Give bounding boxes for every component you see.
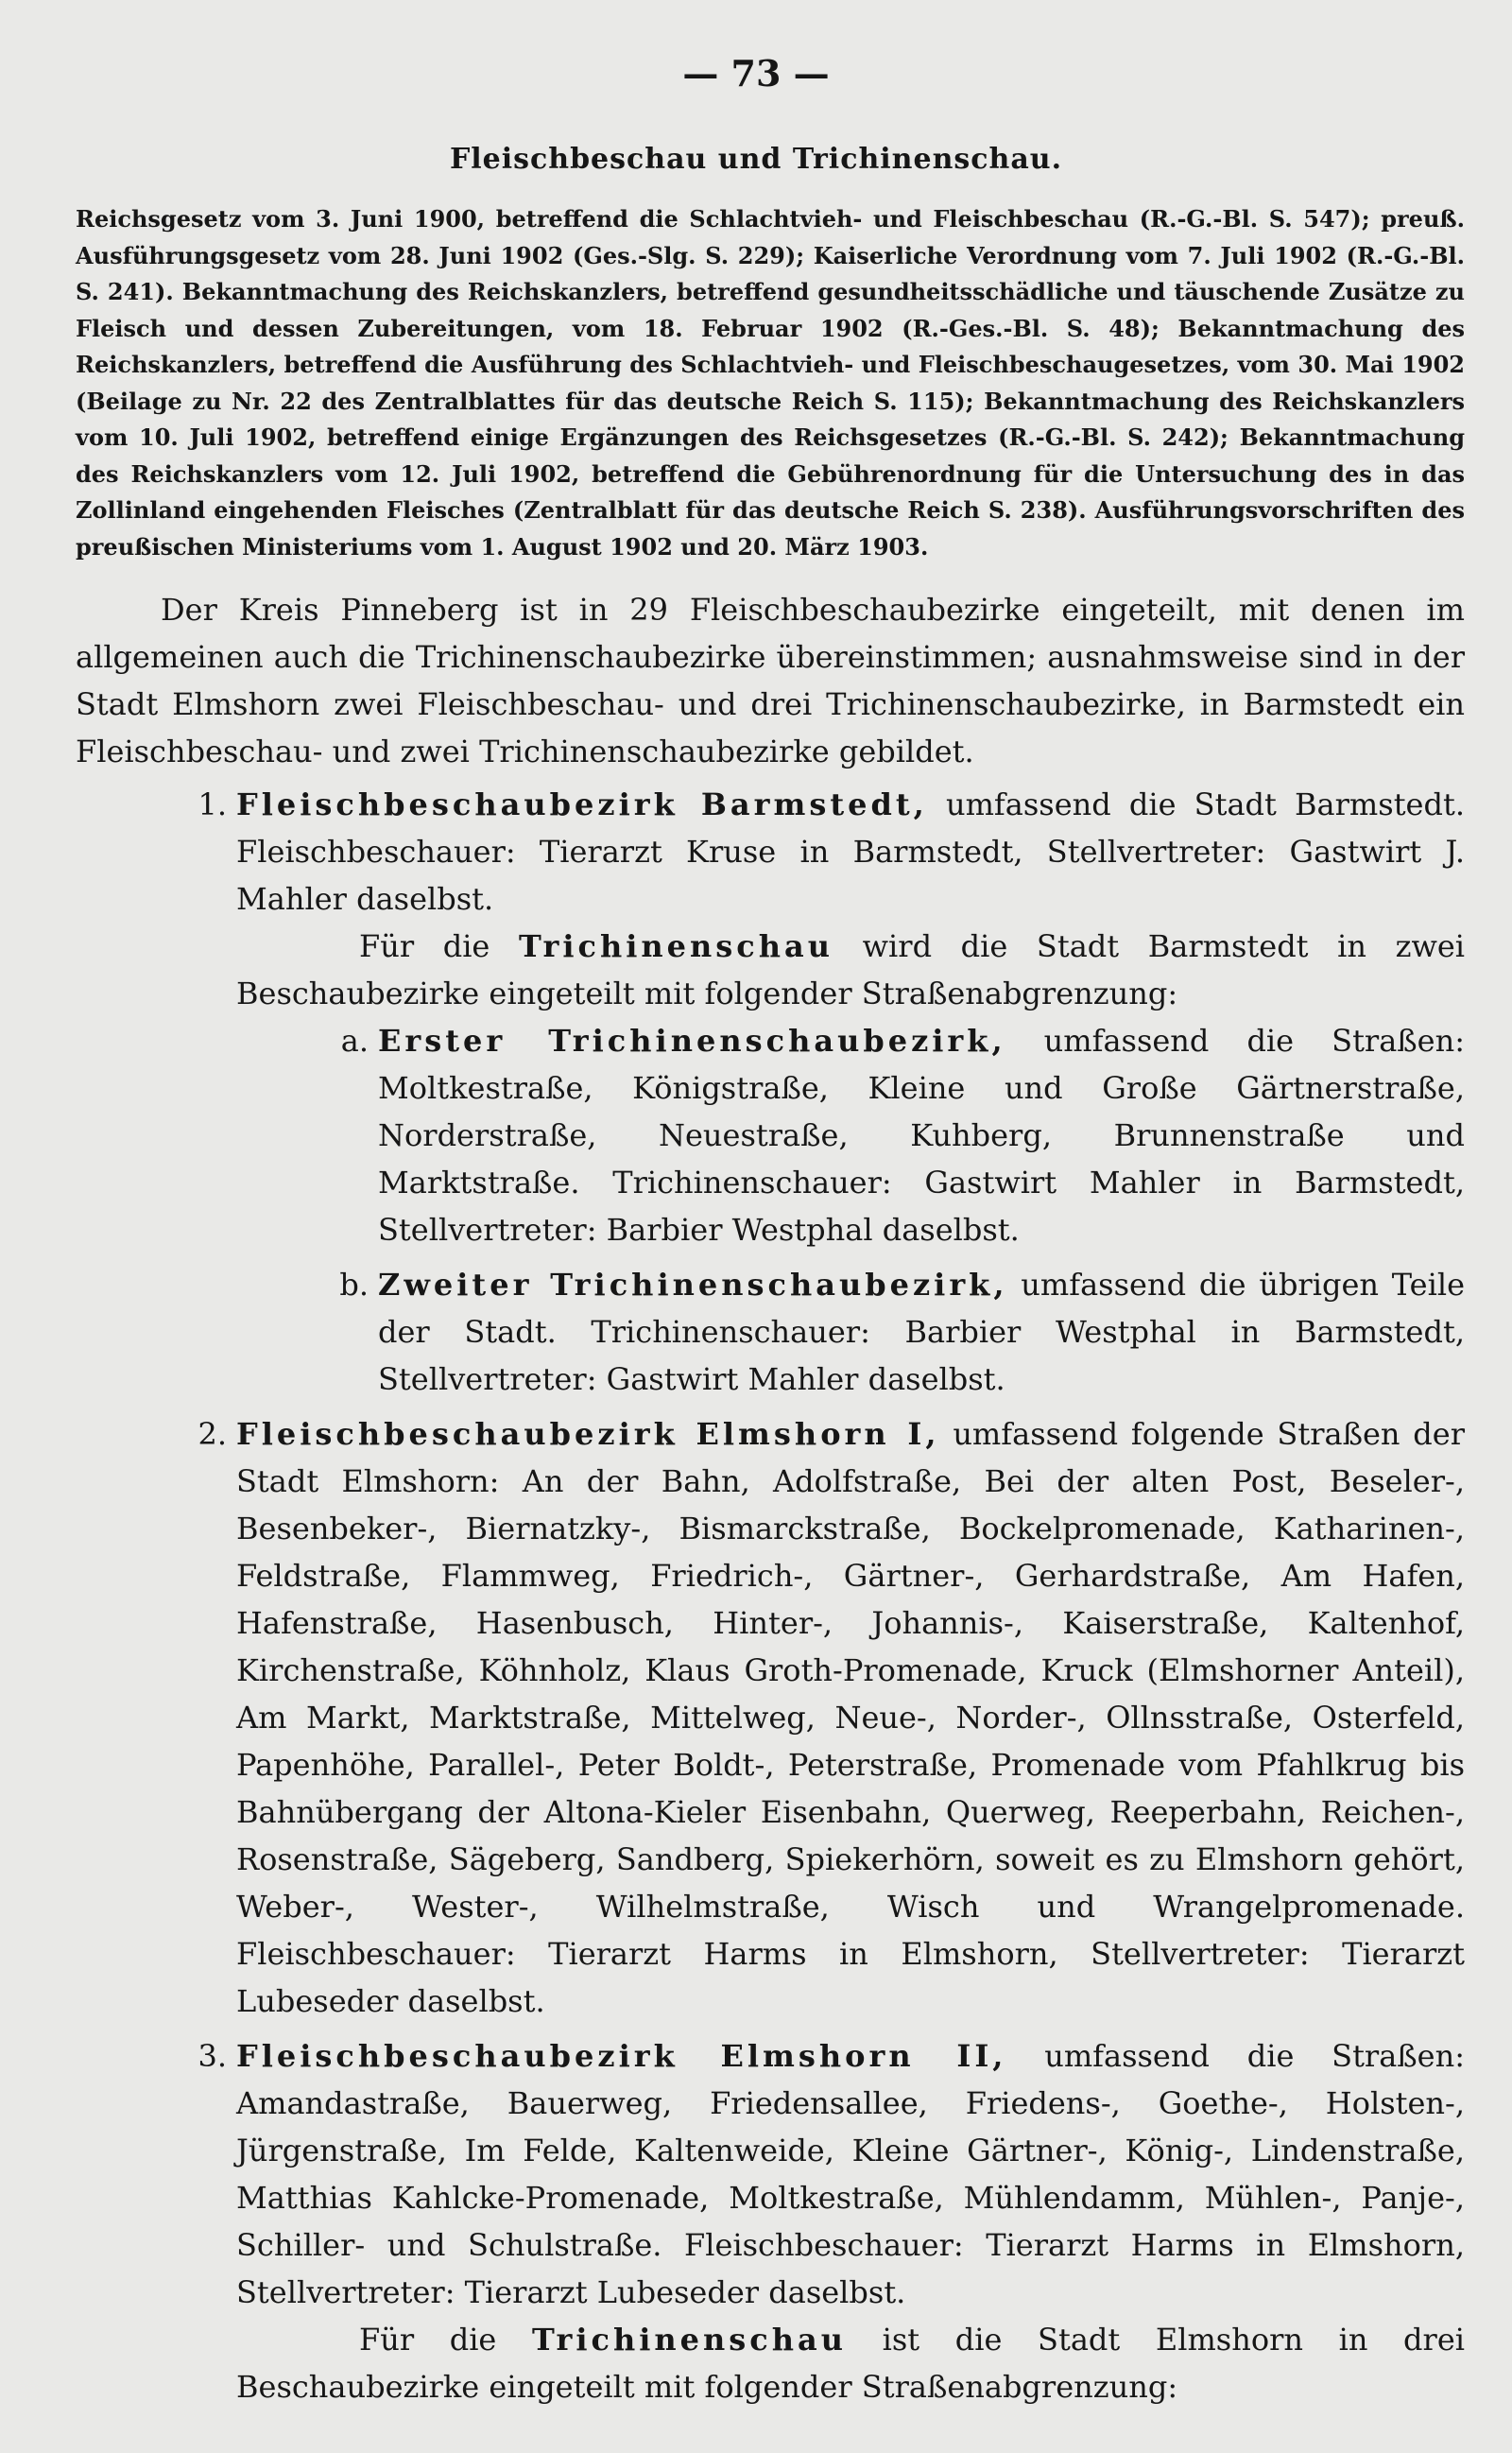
item-number: 3. (198, 2038, 227, 2074)
district-item-elmshorn-2 (76, 2032, 1465, 2316)
intro-paragraph: Der Kreis Pinneberg ist in 29 Fleischbeschaubezirke eingeteilt, mit denen im allgemeinen auch die Trichinenschaubezirke übereinstimmen; ausnahmsweise sind in der Stadt Elmshorn zwei Fleischbeschau- und drei Trichinenschaubezirke, in Barmstedt ein Fleischbeschau- und zwei Trichinenschaubezirke gebildet. (76, 592, 1465, 769)
item-number: 2. (198, 1416, 227, 1452)
para-intro: Für die (359, 928, 519, 964)
sub-district-a (76, 1017, 1465, 1253)
district-item-elmshorn-1 (76, 1410, 1465, 2025)
para-label: Trichinenschau (518, 928, 834, 964)
para-text: wird die Stadt Barmstedt in zwei Beschaubezirke eingeteilt mit folgender Straßenabgrenzung: (236, 928, 1466, 1011)
district-text: umfassend die Straßen: Amandastraße, Bauerweg, Friedensallee, Friedens-, Goethe-, Holsten-, Jürgenstraße, Im Felde, Kaltenweide, Kleine Gärtner-, König-, Lindenstraße, Matthias Kahlcke-Promenade, Moltkestraße, Mühlendamm, Mühlen-, Panje-, Schiller- und Schulstraße. Fleischbeschauer: Tierarzt Harms in Elmshorn, Stellvertreter: Tierarzt Lubeseder daselbst. (236, 2038, 1466, 2310)
para-text: ist die Stadt Elmshorn in drei Beschaubezirke eingeteilt mit folgender Straßenabgrenzung: (236, 2322, 1466, 2405)
district-item-barmstedt (76, 781, 1465, 923)
sub-label: Zweiter Trichinenschaubezirk, (378, 1267, 1008, 1303)
sub-text: umfassend die übrigen Teile der Stadt. Trichinenschauer: Barbier Westphal in Barmstedt, Stellvertreter: Gastwirt Mahler daselbst. (378, 1267, 1466, 1397)
para-label: Trichinenschau (531, 2322, 848, 2358)
sub-text: umfassend die Straßen: Moltkestraße, Königstraße, Kleine und Große Gärtnerstraße, Norderstraße, Neuestraße, Kuhberg, Brunnenstraße und Marktstraße. Trichinenschauer: Gastwirt Mahler in Barmstedt, Stellvertreter: Barbier Westphal daselbst. (378, 1023, 1466, 1248)
sub-label: Erster Trichinenschaubezirk, (378, 1023, 1006, 1059)
item-number: 1. (198, 786, 227, 822)
sub-letter: a. (340, 1023, 369, 1059)
district-label: Fleischbeschaubezirk Elmshorn I, (236, 1416, 940, 1452)
sub-district-b (76, 1261, 1465, 1403)
sub-letter: b. (339, 1267, 369, 1303)
page-title: Fleischbeschau und Trichinenschau. (449, 143, 1063, 176)
district-text: umfassend folgende Straßen der Stadt Elmshorn: An der Bahn, Adolfstraße, Bei der alten Post, Beseler-, Besenbeker-, Biernatzky-, Bismarckstraße, Bockelpromenade, Katharinen-, Feldstraße, Flammweg, Friedrich-, Gärtner-, Gerhardstraße, Am Hafen, Hafenstraße, Hasenbusch, Hinter-, Johannis-, Kaiserstraße, Kaltenhof, Kirchenstraße, Köhnholz, Klaus Groth-Promenade, Kruck (Elmshorner Anteil), Am Markt, Marktstraße, Mittelweg, Neue-, Norder-, Ollnsstraße, Osterfeld, Papenhöhe, Parallel-, Peter Boldt-, Peterstraße, Promenade vom Pfahlkrug bis Bahnübergang der Altona-Kieler Eisenbahn, Querweg, Reeperbahn, Reichen-, Rosenstraße, Sägeberg, Sandberg, Spiekerhörn, soweit es zu Elmshorn gehört, Weber-, Wester-, Wilhelmstraße, Wisch und Wrangelpromenade. Fleischbeschauer: Tierarzt Harms in Elmshorn, Stellvertreter: Tierarzt Lubeseder daselbst. (236, 1416, 1466, 2019)
trichinenschau-paragraph (76, 2316, 1465, 2410)
legal-references: Reichsgesetz vom 3. Juni 1900, betreffend die Schlachtvieh- und Fleischbeschau (R.-G.-Bl. S. 547); preuß. Ausführungsgesetz vom 28. Juni 1902 (Ges.-Slg. S. 229); Kaiserliche Verordnung vom 7. Juli 1902 (R.-G.-Bl. S. 241). Bekanntmachung des Reichskanzlers, betreffend gesundheitsschädliche und täuschende Zusätze zu Fleisch und dessen Zubereitungen, vom 18. Februar 1902 (R.-Ges.-Bl. S. 48); Bekanntmachung des Reichskanzlers, betreffend die Ausführung des Schlachtvieh- und Fleischbeschaugesetzes, vom 30. Mai 1902 (Beilage zu Nr. 22 des Zentralblattes für das deutsche Reich S. 115); Bekanntmachung des Reichskanzlers vom 10. Juli 1902, betreffend einige Ergänzungen des Reichsgesetzes (R.-G.-Bl. S. 242); Bekanntmachung des Reichskanzlers vom 12. Juli 1902, betreffend die Gebührenordnung für die Untersuchung des in das Zollinland eingehenden Fleisches (Zentralblatt für das deutsche Reich S. 238). Ausführungsvorschriften des preußischen Ministeriums vom 1. August 1902 und 20. März 1903. (76, 205, 1465, 561)
para-intro: Für die (359, 2322, 532, 2358)
district-label: Fleischbeschaubezirk Elmshorn II, (236, 2038, 1007, 2074)
trichinenschau-paragraph (76, 923, 1465, 1017)
district-label: Fleischbeschaubezirk Barmstedt, (236, 786, 928, 822)
page-number: — 73 — (682, 52, 830, 95)
district-text: umfassend die Stadt Barmstedt. Fleischbeschauer: Tierarzt Kruse in Barmstedt, Stellvertreter: Gastwirt J. Mahler daselbst. (236, 786, 1466, 917)
